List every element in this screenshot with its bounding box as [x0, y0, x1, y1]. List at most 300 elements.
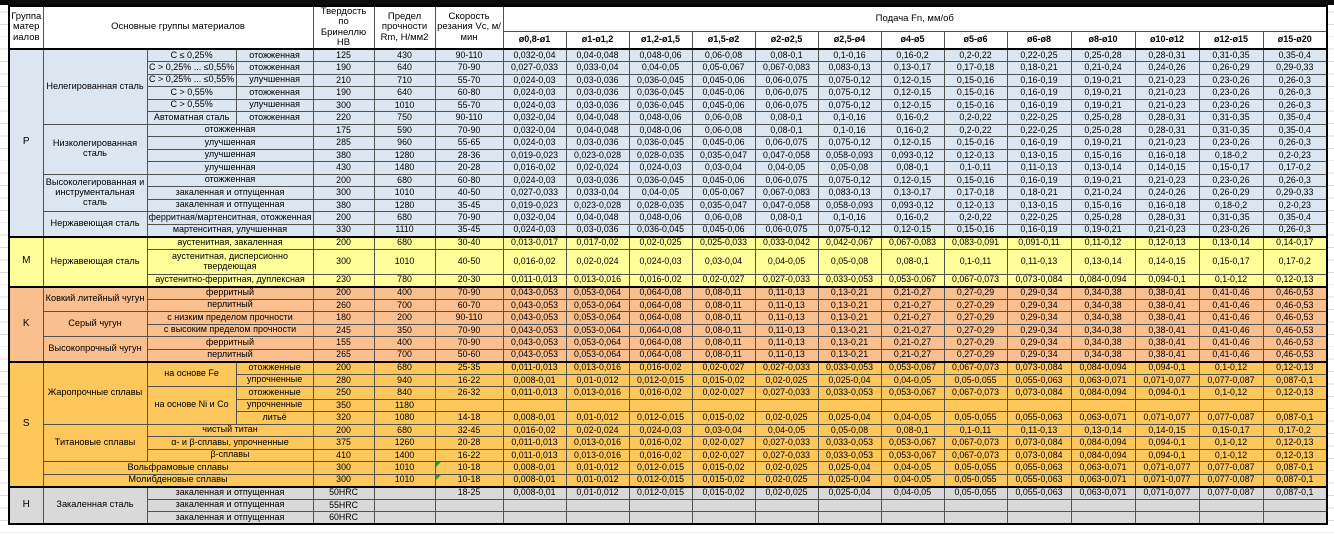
feed-value[interactable]: 0,16-0,19: [1007, 224, 1071, 237]
hardness-value[interactable]: 155: [313, 337, 374, 350]
feed-value[interactable]: 0,21-0,24: [1071, 62, 1135, 75]
feed-value[interactable]: [944, 512, 1007, 525]
feed-value[interactable]: 0,18-0,21: [1007, 62, 1071, 75]
feed-value[interactable]: 0,02-0,025: [629, 237, 692, 250]
cutting-speed-value[interactable]: 25-35: [435, 362, 503, 375]
cutting-speed-value[interactable]: 60-80: [435, 87, 503, 100]
strength-value[interactable]: 1110: [374, 224, 435, 237]
feed-value[interactable]: 0,17-0,18: [944, 62, 1007, 75]
feed-value[interactable]: 0,033-0,04: [566, 187, 629, 200]
feed-value[interactable]: 0,08-0,11: [692, 287, 755, 300]
material-state[interactable]: ферритный: [147, 287, 313, 300]
hardness-value[interactable]: 180: [313, 312, 374, 325]
hardness-value[interactable]: 285: [313, 137, 374, 150]
feed-value[interactable]: 0,032-0,04: [503, 212, 566, 225]
feed-value[interactable]: [1135, 499, 1199, 512]
feed-value[interactable]: 0,08-0,11: [692, 337, 755, 350]
feed-value[interactable]: 0,043-0,053: [503, 349, 566, 362]
feed-value[interactable]: 0,19-0,21: [1071, 224, 1135, 237]
header-material-group-col[interactable]: Группа матер иалов: [9, 6, 43, 49]
feed-value[interactable]: 0,04-0,05: [881, 474, 944, 487]
feed-value[interactable]: 0,094-0,1: [1135, 274, 1199, 287]
feed-value[interactable]: 0,15-0,16: [944, 174, 1007, 187]
feed-value[interactable]: 0,25-0,28: [1071, 124, 1135, 137]
feed-value[interactable]: 0,28-0,31: [1135, 212, 1199, 225]
feed-value[interactable]: 0,016-0,02: [503, 162, 566, 175]
feed-value[interactable]: [566, 399, 629, 412]
cutting-speed-value[interactable]: 35-45: [435, 199, 503, 212]
feed-value[interactable]: 0,1-0,16: [818, 212, 881, 225]
feed-value[interactable]: 0,012-0,015: [629, 412, 692, 425]
feed-value[interactable]: 0,077-0,087: [1199, 474, 1263, 487]
feed-value[interactable]: 0,016-0,02: [629, 362, 692, 375]
feed-value[interactable]: 0,024-0,03: [629, 162, 692, 175]
hardness-value[interactable]: 330: [313, 224, 374, 237]
header-brinell-hardness[interactable]: Твердость по Бринеллю HB: [313, 6, 374, 49]
feed-value[interactable]: 0,31-0,35: [1199, 124, 1263, 137]
feed-value[interactable]: [881, 512, 944, 525]
feed-value[interactable]: 0,18-0,2: [1199, 149, 1263, 162]
feed-value[interactable]: 0,22-0,25: [1007, 49, 1071, 62]
feed-value[interactable]: 0,024-0,03: [503, 87, 566, 100]
feed-value[interactable]: 0,46-0,53: [1263, 287, 1327, 300]
feed-value[interactable]: 0,024-0,03: [503, 99, 566, 112]
feed-value[interactable]: 0,045-0,06: [692, 74, 755, 87]
material-group-name[interactable]: Нержавеющая сталь: [43, 212, 147, 237]
feed-value[interactable]: 0,27-0,29: [944, 324, 1007, 337]
cutting-speed-value[interactable]: 20-30: [435, 274, 503, 287]
feed-value[interactable]: 0,16-0,19: [1007, 87, 1071, 100]
hardness-value[interactable]: 55HRC: [313, 499, 374, 512]
feed-value[interactable]: 0,035-0,047: [692, 149, 755, 162]
strength-value[interactable]: 1010: [374, 99, 435, 112]
material-state[interactable]: улучшенная: [236, 74, 313, 87]
feed-value[interactable]: 0,26-0,3: [1263, 224, 1327, 237]
cutting-speed-value[interactable]: 20-28: [435, 437, 503, 450]
feed-value[interactable]: 0,015-0,02: [692, 487, 755, 500]
material-subgroup[interactable]: C ≤ 0,25%: [147, 49, 236, 62]
material-state[interactable]: аустенитно-ферритная, дуплексная: [147, 274, 313, 287]
feed-value[interactable]: 0,12-0,15: [881, 174, 944, 187]
feed-value[interactable]: 0,045-0,06: [692, 174, 755, 187]
feed-value[interactable]: 0,064-0,08: [629, 287, 692, 300]
material-state[interactable]: закаленная и отпущенная: [147, 499, 313, 512]
hardness-value[interactable]: 280: [313, 374, 374, 387]
material-state[interactable]: перлитный: [147, 299, 313, 312]
feed-value[interactable]: 0,055-0,063: [1007, 462, 1071, 475]
feed-value[interactable]: 0,21-0,23: [1135, 174, 1199, 187]
feed-value[interactable]: 0,13-0,14: [1071, 249, 1135, 274]
material-state[interactable]: закаленная и отпущенная: [147, 512, 313, 525]
feed-value[interactable]: 0,46-0,53: [1263, 324, 1327, 337]
feed-value[interactable]: 0,06-0,08: [692, 124, 755, 137]
header-diameter-range[interactable]: ø1-ø1,2: [566, 31, 629, 49]
header-feed[interactable]: Подача Fn, мм/об: [503, 6, 1327, 31]
hardness-value[interactable]: 200: [313, 362, 374, 375]
strength-value[interactable]: 1400: [374, 449, 435, 462]
material-subgroup[interactable]: C > 0,55%: [147, 99, 236, 112]
cutting-speed-value[interactable]: 18-25: [435, 487, 503, 500]
strength-value[interactable]: 680: [374, 362, 435, 375]
feed-value[interactable]: 0,11-0,13: [1007, 162, 1071, 175]
feed-value[interactable]: 0,21-0,24: [1071, 187, 1135, 200]
material-state[interactable]: α- и β-сплавы, упрочненные: [147, 437, 313, 450]
feed-value[interactable]: 0,16-0,18: [1135, 149, 1199, 162]
feed-value[interactable]: 0,11-0,12: [1071, 237, 1135, 250]
feed-value[interactable]: 0,2-0,23: [1263, 199, 1327, 212]
feed-value[interactable]: 0,29-0,34: [1007, 337, 1071, 350]
feed-value[interactable]: 0,16-0,2: [881, 212, 944, 225]
feed-value[interactable]: 0,067-0,073: [944, 387, 1007, 400]
feed-value[interactable]: 0,013-0,017: [503, 237, 566, 250]
feed-value[interactable]: 0,016-0,02: [629, 449, 692, 462]
feed-value[interactable]: 0,15-0,17: [1199, 162, 1263, 175]
material-group-name[interactable]: Закаленная сталь: [43, 487, 147, 525]
strength-value[interactable]: 750: [374, 112, 435, 125]
feed-value[interactable]: [818, 499, 881, 512]
feed-value[interactable]: [1199, 399, 1263, 412]
feed-value[interactable]: 0,22-0,25: [1007, 112, 1071, 125]
feed-value[interactable]: 0,38-0,41: [1135, 324, 1199, 337]
feed-value[interactable]: 0,033-0,042: [755, 237, 818, 250]
feed-value[interactable]: 0,12-0,15: [881, 137, 944, 150]
cutting-speed-value[interactable]: 50-60: [435, 349, 503, 362]
feed-value[interactable]: 0,015-0,02: [692, 462, 755, 475]
feed-value[interactable]: [818, 399, 881, 412]
feed-value[interactable]: 0,016-0,02: [503, 424, 566, 437]
material-group-name[interactable]: Нелегированная сталь: [43, 49, 147, 124]
feed-value[interactable]: 0,15-0,16: [944, 87, 1007, 100]
feed-value[interactable]: 0,053-0,067: [881, 274, 944, 287]
header-diameter-range[interactable]: ø8-ø10: [1071, 31, 1135, 49]
feed-value[interactable]: 0,067-0,073: [944, 274, 1007, 287]
feed-value[interactable]: 0,03-0,036: [566, 87, 629, 100]
feed-value[interactable]: 0,14-0,15: [1135, 424, 1199, 437]
hardness-value[interactable]: 410: [313, 449, 374, 462]
feed-value[interactable]: [629, 512, 692, 525]
feed-value[interactable]: 0,045-0,06: [692, 99, 755, 112]
feed-value[interactable]: 0,15-0,16: [1071, 149, 1135, 162]
feed-value[interactable]: 0,21-0,23: [1135, 224, 1199, 237]
cutting-speed-value[interactable]: 70-90: [435, 337, 503, 350]
feed-value[interactable]: [944, 499, 1007, 512]
feed-value[interactable]: 0,071-0,077: [1135, 412, 1199, 425]
feed-value[interactable]: 0,13-0,17: [881, 187, 944, 200]
feed-value[interactable]: 0,15-0,17: [1199, 249, 1263, 274]
hardness-value[interactable]: 230: [313, 274, 374, 287]
feed-value[interactable]: 0,033-0,053: [818, 449, 881, 462]
feed-value[interactable]: 0,14-0,15: [1135, 162, 1199, 175]
feed-value[interactable]: 0,16-0,2: [881, 49, 944, 62]
feed-value[interactable]: 0,04-0,05: [881, 374, 944, 387]
strength-value[interactable]: 1260: [374, 437, 435, 450]
feed-value[interactable]: 0,13-0,21: [818, 337, 881, 350]
feed-value[interactable]: 0,02-0,024: [566, 424, 629, 437]
feed-value[interactable]: 0,094-0,1: [1135, 437, 1199, 450]
feed-value[interactable]: 0,094-0,1: [1135, 387, 1199, 400]
feed-value[interactable]: 0,075-0,12: [818, 224, 881, 237]
feed-value[interactable]: 0,077-0,087: [1199, 412, 1263, 425]
feed-value[interactable]: 0,22-0,25: [1007, 124, 1071, 137]
feed-value[interactable]: 0,024-0,03: [629, 249, 692, 274]
feed-value[interactable]: 0,16-0,19: [1007, 137, 1071, 150]
feed-value[interactable]: 0,38-0,41: [1135, 312, 1199, 325]
feed-value[interactable]: 0,084-0,094: [1071, 362, 1135, 375]
feed-value[interactable]: 0,35-0,4: [1263, 112, 1327, 125]
feed-value[interactable]: 0,024-0,03: [503, 224, 566, 237]
feed-value[interactable]: 0,04-0,05: [755, 162, 818, 175]
header-diameter-range[interactable]: ø4-ø5: [881, 31, 944, 49]
feed-value[interactable]: 0,03-0,036: [566, 99, 629, 112]
feed-value[interactable]: 0,033-0,053: [818, 387, 881, 400]
strength-value[interactable]: [374, 487, 435, 500]
material-group-name[interactable]: Титановые сплавы: [43, 424, 147, 462]
feed-value[interactable]: 0,04-0,048: [566, 49, 629, 62]
feed-value[interactable]: 0,063-0,071: [1071, 462, 1135, 475]
feed-value[interactable]: 0,064-0,08: [629, 312, 692, 325]
feed-value[interactable]: [818, 512, 881, 525]
material-state[interactable]: литьё: [236, 412, 313, 425]
feed-value[interactable]: 0,04-0,05: [629, 62, 692, 75]
strength-value[interactable]: 680: [374, 174, 435, 187]
cutting-speed-value[interactable]: 55-70: [435, 74, 503, 87]
hardness-value[interactable]: 265: [313, 349, 374, 362]
feed-value[interactable]: 0,091-0,11: [1007, 237, 1071, 250]
feed-value[interactable]: 0,084-0,094: [1071, 449, 1135, 462]
feed-value[interactable]: 0,011-0,013: [503, 387, 566, 400]
feed-value[interactable]: 0,17-0,2: [1263, 424, 1327, 437]
hardness-value[interactable]: 200: [313, 174, 374, 187]
feed-value[interactable]: [503, 512, 566, 525]
header-diameter-range[interactable]: ø1,5-ø2: [692, 31, 755, 49]
feed-value[interactable]: 0,29-0,34: [1007, 324, 1071, 337]
hardness-value[interactable]: 250: [313, 387, 374, 400]
feed-value[interactable]: 0,34-0,38: [1071, 312, 1135, 325]
feed-value[interactable]: 0,06-0,08: [692, 212, 755, 225]
feed-value[interactable]: 0,11-0,13: [755, 349, 818, 362]
feed-value[interactable]: 0,19-0,21: [1071, 174, 1135, 187]
feed-value[interactable]: 0,053-0,064: [566, 287, 629, 300]
feed-value[interactable]: 0,26-0,3: [1263, 99, 1327, 112]
material-group-name[interactable]: Молибденовые сплавы: [43, 474, 313, 487]
material-state[interactable]: перлитный: [147, 349, 313, 362]
feed-value[interactable]: [692, 399, 755, 412]
feed-value[interactable]: 0,03-0,036: [566, 74, 629, 87]
feed-value[interactable]: 0,027-0,033: [503, 187, 566, 200]
feed-value[interactable]: 0,13-0,21: [818, 312, 881, 325]
material-state[interactable]: улучшенная: [147, 149, 313, 162]
hardness-value[interactable]: 300: [313, 462, 374, 475]
feed-value[interactable]: 0,013-0,016: [566, 437, 629, 450]
material-state[interactable]: отожженная: [147, 174, 313, 187]
material-subgroup[interactable]: C > 0,25% ... ≤0,55%: [147, 74, 236, 87]
feed-value[interactable]: 0,27-0,29: [944, 287, 1007, 300]
feed-value[interactable]: 0,18-0,2: [1199, 199, 1263, 212]
feed-value[interactable]: 0,023-0,028: [566, 149, 629, 162]
feed-value[interactable]: 0,048-0,06: [629, 49, 692, 62]
feed-value[interactable]: 0,24-0,26: [1135, 187, 1199, 200]
feed-value[interactable]: 0,38-0,41: [1135, 299, 1199, 312]
feed-value[interactable]: 0,26-0,3: [1263, 87, 1327, 100]
feed-value[interactable]: 0,13-0,21: [818, 349, 881, 362]
strength-value[interactable]: 700: [374, 299, 435, 312]
hardness-value[interactable]: 190: [313, 62, 374, 75]
strength-value[interactable]: 1080: [374, 412, 435, 425]
feed-value[interactable]: 0,23-0,26: [1199, 174, 1263, 187]
feed-value[interactable]: 0,016-0,02: [629, 387, 692, 400]
feed-value[interactable]: 0,12-0,13: [1263, 387, 1327, 400]
material-state[interactable]: с высоким пределом прочности: [147, 324, 313, 337]
feed-value[interactable]: 0,053-0,064: [566, 324, 629, 337]
feed-value[interactable]: 0,02-0,025: [755, 474, 818, 487]
feed-value[interactable]: 0,011-0,013: [503, 449, 566, 462]
material-group-name[interactable]: Серый чугун: [43, 312, 147, 337]
strength-value[interactable]: 200: [374, 312, 435, 325]
feed-value[interactable]: 0,03-0,036: [566, 137, 629, 150]
feed-value[interactable]: 0,02-0,025: [755, 487, 818, 500]
hardness-value[interactable]: 375: [313, 437, 374, 450]
feed-value[interactable]: 0,048-0,06: [629, 112, 692, 125]
feed-value[interactable]: 0,17-0,18: [944, 187, 1007, 200]
feed-value[interactable]: 0,25-0,28: [1071, 212, 1135, 225]
material-group-name[interactable]: Жаропрочные сплавы: [43, 362, 147, 425]
feed-value[interactable]: [1135, 512, 1199, 525]
feed-value[interactable]: 0,1-0,11: [944, 162, 1007, 175]
feed-value[interactable]: 0,053-0,064: [566, 299, 629, 312]
feed-value[interactable]: 0,1-0,11: [944, 249, 1007, 274]
material-group-name[interactable]: Нержавеющая сталь: [43, 237, 147, 287]
feed-value[interactable]: 0,02-0,025: [755, 412, 818, 425]
feed-value[interactable]: 0,016-0,02: [629, 274, 692, 287]
feed-value[interactable]: 0,03-0,036: [566, 224, 629, 237]
feed-value[interactable]: [1263, 399, 1327, 412]
feed-value[interactable]: 0,067-0,083: [755, 62, 818, 75]
feed-value[interactable]: 0,027-0,033: [755, 362, 818, 375]
feed-value[interactable]: 0,17-0,2: [1263, 162, 1327, 175]
feed-value[interactable]: 0,033-0,053: [818, 437, 881, 450]
feed-value[interactable]: [755, 512, 818, 525]
feed-value[interactable]: 0,027-0,033: [755, 387, 818, 400]
feed-value[interactable]: 0,058-0,093: [818, 199, 881, 212]
feed-value[interactable]: 0,22-0,25: [1007, 212, 1071, 225]
feed-value[interactable]: 0,019-0,023: [503, 199, 566, 212]
feed-value[interactable]: 0,016-0,02: [629, 437, 692, 450]
feed-value[interactable]: 0,21-0,23: [1135, 87, 1199, 100]
feed-value[interactable]: 0,27-0,29: [944, 337, 1007, 350]
material-state[interactable]: закаленная и отпущенная: [147, 487, 313, 500]
feed-value[interactable]: 0,2-0,22: [944, 112, 1007, 125]
feed-value[interactable]: 0,15-0,16: [944, 137, 1007, 150]
cutting-speed-value[interactable]: 70-90: [435, 212, 503, 225]
feed-value[interactable]: 0,11-0,13: [1007, 249, 1071, 274]
feed-value[interactable]: 0,075-0,12: [818, 87, 881, 100]
feed-value[interactable]: 0,21-0,27: [881, 349, 944, 362]
feed-value[interactable]: 0,28-0,31: [1135, 49, 1199, 62]
feed-value[interactable]: 0,21-0,27: [881, 299, 944, 312]
strength-value[interactable]: 640: [374, 62, 435, 75]
feed-value[interactable]: 0,29-0,34: [1007, 287, 1071, 300]
feed-value[interactable]: 0,012-0,015: [629, 487, 692, 500]
feed-value[interactable]: 0,29-0,34: [1007, 349, 1071, 362]
feed-value[interactable]: 0,13-0,14: [1071, 162, 1135, 175]
feed-value[interactable]: 0,02-0,027: [692, 449, 755, 462]
feed-value[interactable]: 0,16-0,2: [881, 124, 944, 137]
feed-value[interactable]: 0,41-0,46: [1199, 349, 1263, 362]
header-diameter-range[interactable]: ø1,2-ø1,5: [629, 31, 692, 49]
feed-value[interactable]: 0,073-0,084: [1007, 437, 1071, 450]
feed-value[interactable]: 0,11-0,13: [755, 287, 818, 300]
feed-value[interactable]: 0,013-0,016: [566, 449, 629, 462]
cutting-speed-value[interactable]: 32-45: [435, 424, 503, 437]
feed-value[interactable]: 0,24-0,26: [1135, 62, 1199, 75]
cutting-speed-value[interactable]: 26-32: [435, 387, 503, 400]
feed-value[interactable]: 0,34-0,38: [1071, 324, 1135, 337]
feed-value[interactable]: 0,087-0,1: [1263, 374, 1327, 387]
feed-value[interactable]: 0,1-0,12: [1199, 274, 1263, 287]
feed-value[interactable]: 0,41-0,46: [1199, 324, 1263, 337]
feed-value[interactable]: 0,075-0,12: [818, 174, 881, 187]
feed-value[interactable]: 0,1-0,12: [1199, 387, 1263, 400]
feed-value[interactable]: 0,045-0,06: [692, 87, 755, 100]
feed-value[interactable]: 0,05-0,055: [944, 412, 1007, 425]
feed-value[interactable]: 0,053-0,064: [566, 337, 629, 350]
feed-value[interactable]: 0,04-0,05: [881, 487, 944, 500]
feed-value[interactable]: 0,1-0,12: [1199, 362, 1263, 375]
feed-value[interactable]: 0,38-0,41: [1135, 287, 1199, 300]
feed-value[interactable]: [1199, 512, 1263, 525]
feed-value[interactable]: 0,075-0,12: [818, 74, 881, 87]
feed-value[interactable]: 0,01-0,012: [566, 487, 629, 500]
feed-value[interactable]: 0,032-0,04: [503, 124, 566, 137]
feed-value[interactable]: 0,13-0,15: [1007, 199, 1071, 212]
header-diameter-range[interactable]: ø15-ø20: [1263, 31, 1327, 49]
feed-value[interactable]: 0,025-0,04: [818, 462, 881, 475]
cutting-speed-value[interactable]: 55-65: [435, 137, 503, 150]
feed-value[interactable]: 0,063-0,071: [1071, 474, 1135, 487]
feed-value[interactable]: 0,34-0,38: [1071, 349, 1135, 362]
material-state[interactable]: β-сплавы: [147, 449, 313, 462]
feed-value[interactable]: 0,28-0,31: [1135, 112, 1199, 125]
strength-value[interactable]: [374, 499, 435, 512]
feed-value[interactable]: 0,06-0,075: [755, 74, 818, 87]
feed-value[interactable]: 0,1-0,16: [818, 49, 881, 62]
feed-value[interactable]: 0,19-0,21: [1071, 137, 1135, 150]
strength-value[interactable]: 940: [374, 374, 435, 387]
feed-value[interactable]: 0,14-0,17: [1263, 237, 1327, 250]
feed-value[interactable]: 0,077-0,087: [1199, 462, 1263, 475]
feed-value[interactable]: 0,073-0,084: [1007, 362, 1071, 375]
feed-value[interactable]: [629, 399, 692, 412]
material-group-name[interactable]: Вольфрамовые сплавы: [43, 462, 313, 475]
strength-value[interactable]: 350: [374, 324, 435, 337]
header-diameter-range[interactable]: ø2,5-ø4: [818, 31, 881, 49]
feed-value[interactable]: 0,17-0,2: [1263, 249, 1327, 274]
material-subgroup[interactable]: на основе Fe: [147, 362, 236, 387]
material-state[interactable]: чистый титан: [147, 424, 313, 437]
feed-value[interactable]: 0,027-0,033: [503, 62, 566, 75]
feed-value[interactable]: 0,46-0,53: [1263, 312, 1327, 325]
strength-value[interactable]: 710: [374, 74, 435, 87]
feed-value[interactable]: 0,06-0,08: [692, 49, 755, 62]
strength-value[interactable]: 1010: [374, 462, 435, 475]
feed-value[interactable]: 0,12-0,13: [1135, 237, 1199, 250]
feed-value[interactable]: 0,12-0,13: [944, 149, 1007, 162]
hardness-value[interactable]: 220: [313, 112, 374, 125]
feed-value[interactable]: 0,04-0,05: [881, 412, 944, 425]
feed-value[interactable]: 0,12-0,13: [1263, 437, 1327, 450]
material-state[interactable]: улучшенная: [147, 162, 313, 175]
feed-value[interactable]: 0,21-0,27: [881, 337, 944, 350]
